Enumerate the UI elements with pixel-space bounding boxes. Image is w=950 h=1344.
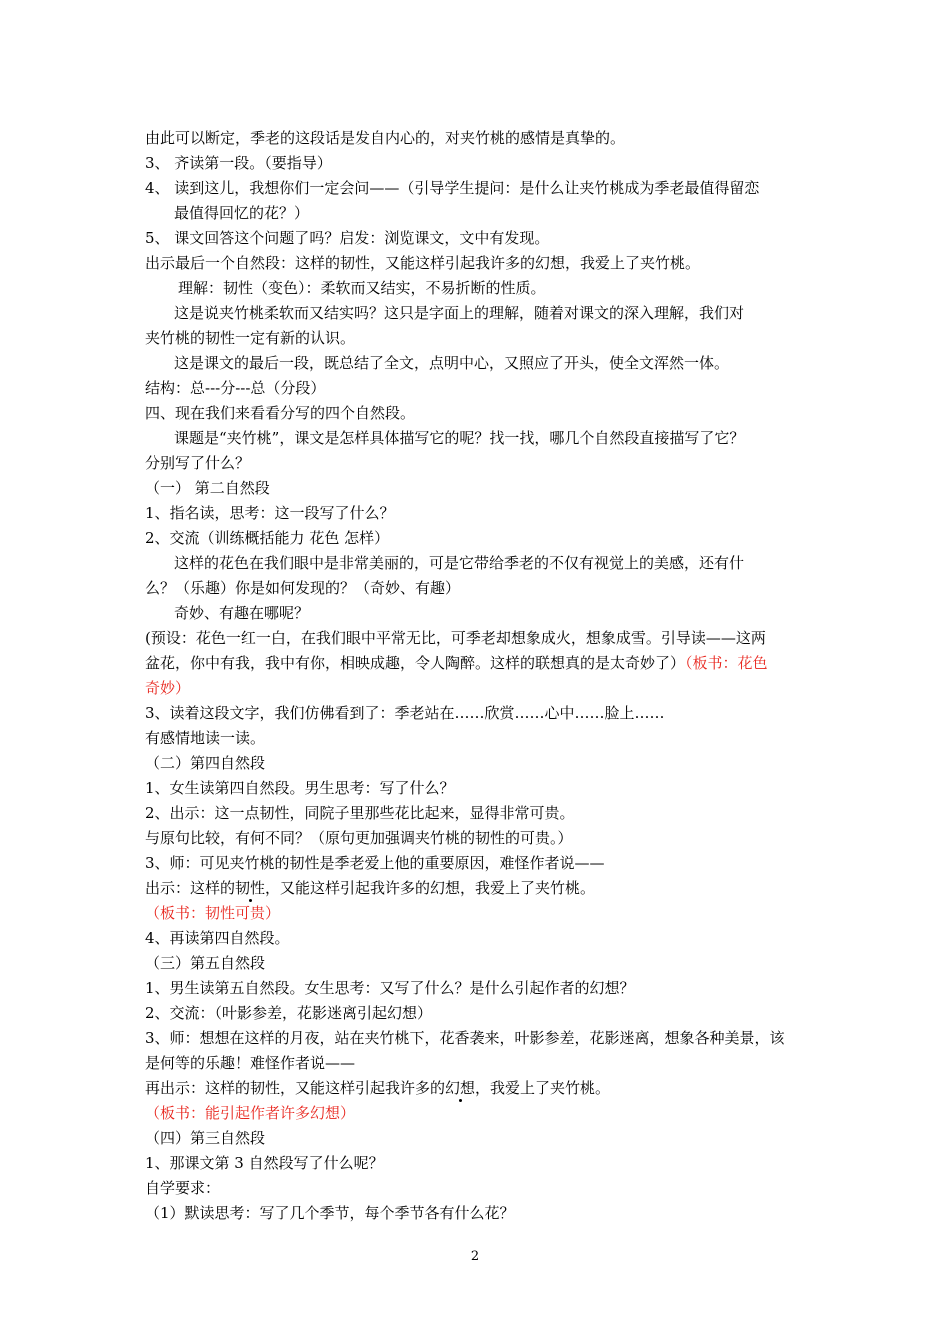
text-line: (预设：花色一红一白，在我们眼中平常无比，可季老却想象成火，想象成雪。引导读——这两 [145,629,766,647]
text-segment: 盆花，你中有我，我中有你，相映成趣，令人陶醉。这样的联想真的是太奇妙了） [145,654,686,672]
text-line: 四、现在我们来看看分写的四个自然段。 [145,404,416,422]
text-line: 1、女生读第四自然段。男生思考：写了什么？ [145,779,455,797]
text-line: 3、读着这段文字，我们仿佛看到了：季老站在……欣赏……心中……脸上…… [145,704,665,722]
text-line: 这是课文的最后一段，既总结了全文，点明中心，又照应了开头，使全文浑然一体。 [174,354,730,372]
page-number: 2 [470,1249,480,1264]
text-line: 3、师：想想在这样的月夜，站在夹竹桃下，花香袭来，叶影参差，花影迷离，想象各种美景，该 [145,1029,785,1047]
text-line: 是何等的乐趣！难怪作者说—— [145,1054,356,1072]
text-line: 4、再读第四自然段。 [145,929,290,947]
text-line: 与原句比较，有何不同？（原句更加强调夹竹桃的韧性的可贵。） [145,829,573,847]
text-line: 这样的花色在我们眼中是非常美丽的，可是它带给季老的不仅有视觉上的美感，还有什 [174,554,745,572]
text-line: 3、师：可见夹竹桃的韧性是季老爱上他的重要原因，难怪作者说—— [145,854,605,872]
text-line: 由此可以断定，季老的这段话是发自内心的，对夹竹桃的感情是真挚的。 [145,129,626,147]
board-note: 奇妙） [145,679,191,697]
text-line: 出示最后一个自然段：这样的韧性，又能这样引起我许多的幻想，我爱上了夹竹桃。 [145,254,701,272]
emphasis-text: 幻想 [445,1079,476,1097]
text-line [145,1078,815,1098]
text-line [145,653,815,673]
text-line: 2、交流（训练概括能力 花色 怎样） [145,529,390,547]
section-heading: （二）第四自然段 [145,754,266,772]
text-segment: ，又能这样引起我许多的幻想，我爱上了夹竹桃。 [265,879,596,897]
text-line: 2、出示：这一点韧性，同院子里那些花比起来，显得非常可贵。 [145,804,575,822]
text-line [145,878,815,898]
text-line: 5、 课文回答这个问题了吗？启发：浏览课文，文中有发现。 [145,229,550,247]
text-line: 理解：韧性（变色）：柔软而又结实，不易折断的性质。 [178,279,546,297]
text-line: 自学要求： [145,1179,221,1197]
section-heading: （三）第五自然段 [145,954,266,972]
text-line: （1）默读思考：写了几个季节，每个季节各有什么花？ [145,1204,515,1222]
text-line: 么？（乐趣）你是如何发现的？（奇妙、有趣） [145,579,461,597]
emphasis-text: 韧性 [235,879,266,897]
board-note: （板书：韧性可贵） [145,904,281,922]
board-note: （板书：能引起作者许多幻想） [145,1104,356,1122]
text-line: 3、 齐读第一段。（要指导） [145,154,332,172]
text-line: 1、男生读第五自然段。女生思考：又写了什么？是什么引起作者的幻想？ [145,979,635,997]
text-line: 1、指名读，思考：这一段写了什么？ [145,504,395,522]
text-line: 有感情地读一读。 [145,729,266,747]
text-line: 奇妙、有趣在哪呢？ [174,604,310,622]
text-segment: ，我爱上了夹竹桃。 [475,1079,611,1097]
text-line: 分别写了什么？ [145,454,251,472]
text-segment: 再出示：这样的韧性，又能这样引起我许多的 [145,1079,446,1097]
text-line: 2、交流：（叶影参差，花影迷离引起幻想） [145,1004,433,1022]
text-line: 夹竹桃的韧性一定有新的认识。 [145,329,356,347]
board-note: （板书：花色 [685,654,768,672]
text-line: 这是说夹竹桃柔软而又结实吗？这只是字面上的理解，随着对课文的深入理解，我们对 [174,304,745,322]
text-line: 1、那课文第 3 自然段写了什么呢？ [145,1154,384,1172]
text-line: 最值得回忆的花？） [174,204,310,222]
text-line: 4、 读到这儿，我想你们一定会问——（引导学生提问：是什么让夹竹桃成为季老最值得留恋 [145,179,760,197]
text-line: 课题是“夹竹桃”，课文是怎样具体描写它的呢？找一找，哪几个自然段直接描写了它？ [174,429,745,447]
text-line: 结构：总---分---总（分段） [145,379,326,397]
section-heading: （四）第三自然段 [145,1129,266,1147]
text-segment: 出示：这样的 [145,879,236,897]
section-heading: （一） 第二自然段 [145,479,270,497]
